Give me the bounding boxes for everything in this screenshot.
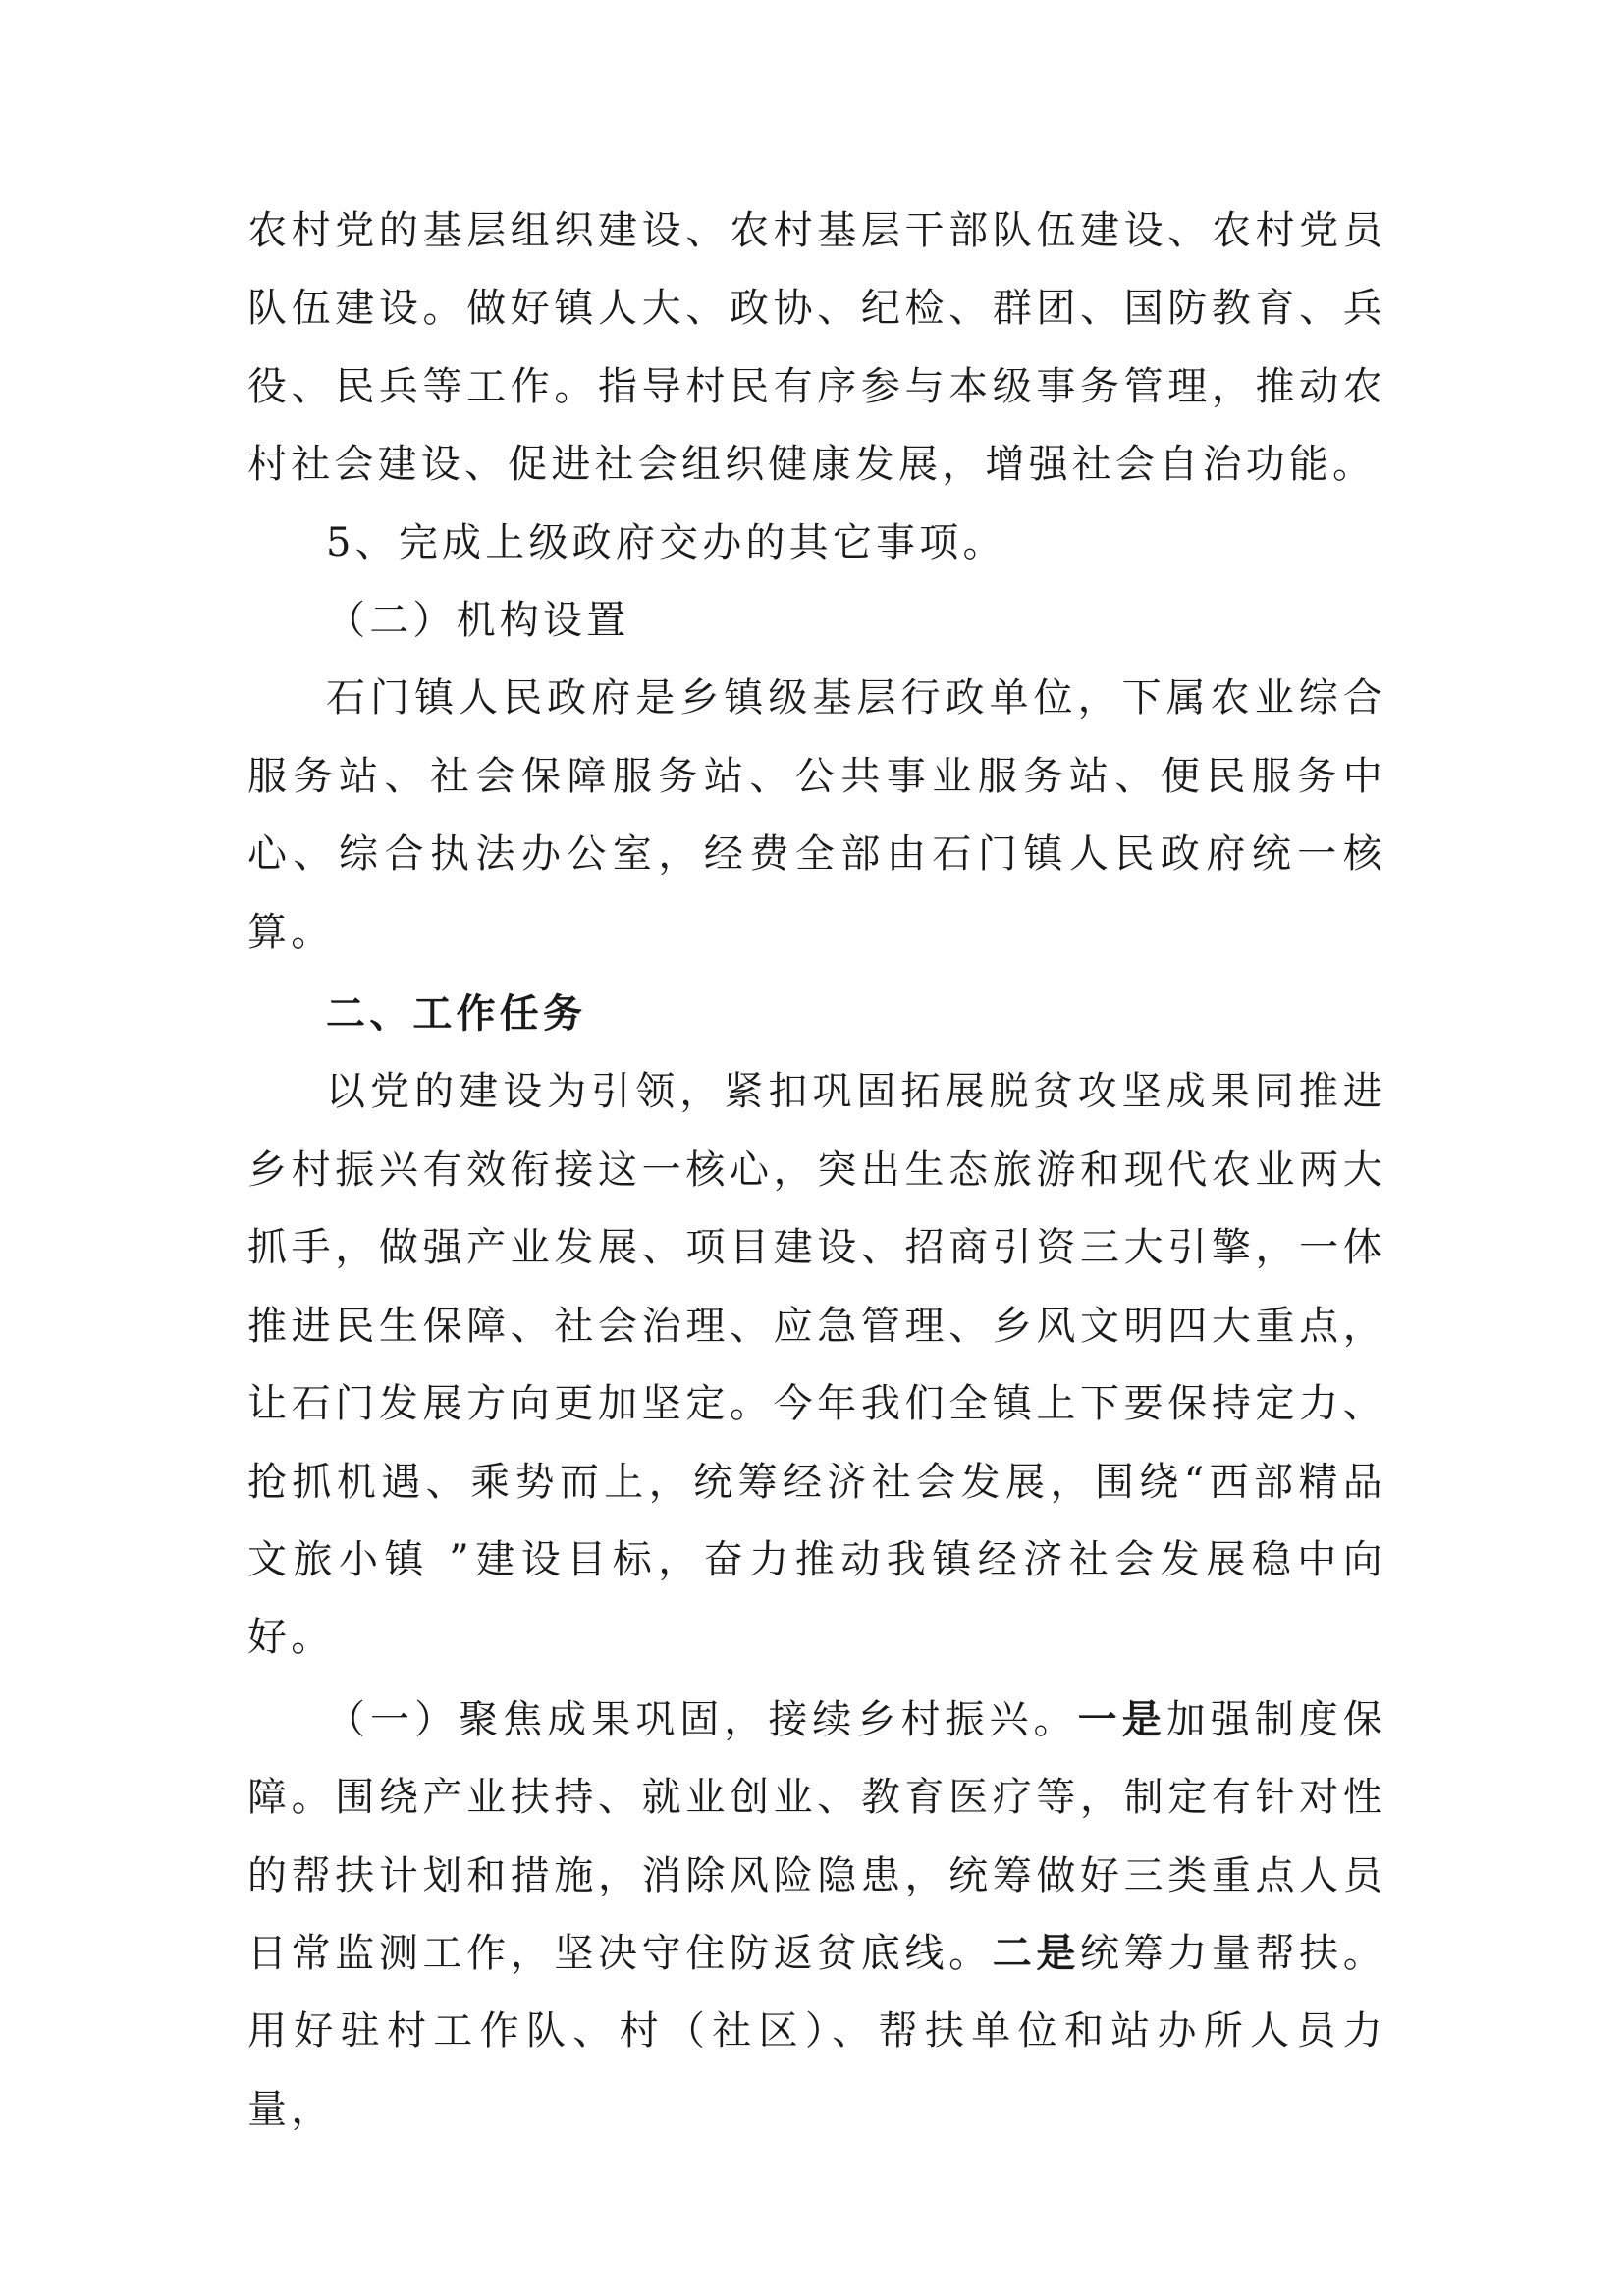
section-heading-tasks: 二、工作任务 [326, 991, 587, 1038]
paragraph-item-5: 5、完成上级政府交办的其它事项。 [326, 519, 1006, 565]
text-first-point: 加强制度保障。围绕产业扶持、就业创业、教育医疗等，制定有针对性的帮扶计划和措施，消除风险隐患，统筹做好三类重点人员日常监测工作，坚决守住防返贫底线。 [247, 1696, 1387, 1976]
keyword-second: 二是 [992, 1930, 1080, 1976]
paragraph-rural-revitalization [247, 1682, 1386, 2149]
document-page [247, 192, 1386, 2149]
text-second-point: 统筹力量帮扶。用好驻村工作队、村（社区）、帮扶单位和站办所人员力量， [247, 1930, 1386, 2132]
paragraph-duties-continued: 农村党的基层组织建设、农村基层干部队伍建设、农村党员队伍建设。做好镇人大、政协、纪检、群团、国防教育、兵役、民兵等工作。指导村民有序参与本级事务管理，推动农村社会建设、促进社会组织健康发展，增强社会自治功能。 [247, 208, 1386, 488]
subheading-rural-revitalization: （一）聚焦成果巩固，接续乡村振兴。 [326, 1696, 1078, 1742]
subheading-organization: （二）机构设置 [326, 598, 630, 644]
paragraph-tasks-overview: 以党的建设为引领，紧扣巩固拓展脱贫攻坚成果同推进乡村振兴有效衔接这一核心，突出生态旅游和现代农业两大抓手，做强产业发展、项目建设、招商引资三大引擎，一体推进民生保障、社会治理、应急管理、乡风文明四大重点，让石门发展方向更加坚定。今年我们全镇上下要保持定力、抢抓机遇、乘势而上，统筹经济社会发展，围绕“西部精品文旅小镇 ”建设目标，奋力推动我镇经济社会发展稳中向好。 [247, 1069, 1386, 1661]
paragraph-organization: 石门镇人民政府是乡镇级基层行政单位，下属农业综合服务站、社会保障服务站、公共事业服务站、便民服务中心、综合执法办公室，经费全部由石门镇人民政府统一核算。 [247, 675, 1386, 955]
keyword-first: 一是 [1077, 1696, 1166, 1742]
